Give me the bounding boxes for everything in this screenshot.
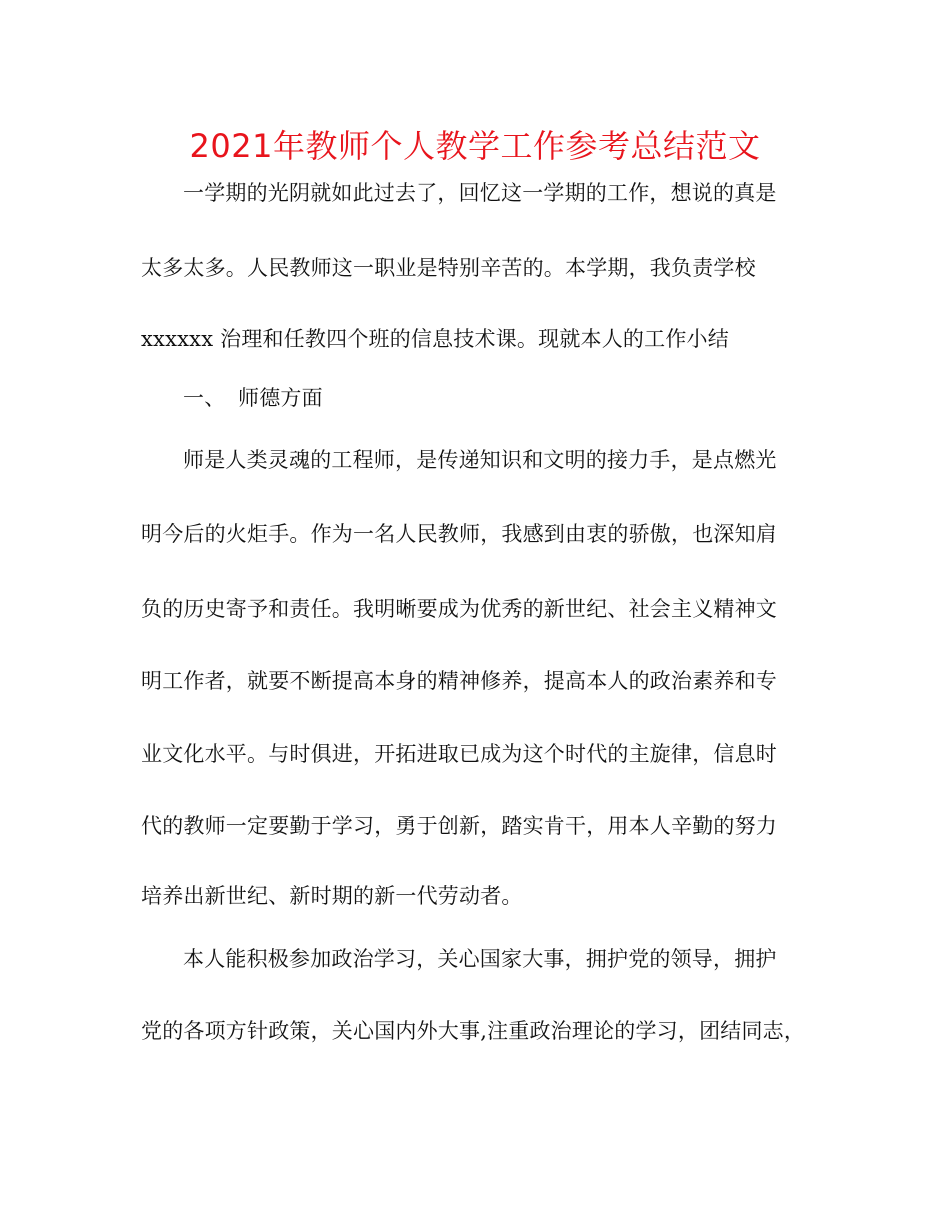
- paragraph-line: xxxxxx 治理和任教四个班的信息技术课。现就本人的工作小结: [141, 327, 729, 351]
- paragraph-line: 太多太多。人民教师这一职业是特别辛苦的。本学期，我负责学校: [141, 256, 756, 280]
- document-title: 2021年教师个人教学工作参考总结范文: [189, 127, 761, 165]
- section-title: 师德方面: [238, 386, 323, 410]
- paragraph-line: 党的各项方针政策，关心国内外大事,注重政治理论的学习，团结同志，: [141, 1019, 806, 1043]
- paragraph-line: 负的历史寄予和责任。我明晰要成为优秀的新世纪、社会主义精神文: [141, 597, 777, 621]
- paragraph-line: 本人能积极参加政治学习，关心国家大事，拥护党的领导，拥护: [183, 947, 777, 971]
- paragraph-line: 明工作者，就要不断提高本身的精神修养，提高本人的政治素养和专: [141, 669, 777, 693]
- paragraph-line: 代的教师一定要勤于学习，勇于创新，踏实肯干，用本人辛勤的努力: [141, 814, 777, 838]
- paragraph-line: 业文化水平。与时俱进，开拓进取已成为这个时代的主旋律，信息时: [141, 742, 777, 766]
- paragraph-line: 师是人类灵魂的工程师，是传递知识和文明的接力手，是点燃光: [183, 448, 777, 472]
- section-heading: [183, 383, 323, 413]
- paragraph-line: 明今后的火炬手。作为一名人民教师，我感到由衷的骄傲，也深知肩: [141, 522, 777, 546]
- section-number: 一、: [183, 386, 226, 410]
- paragraph-line: 一学期的光阴就如此过去了，回忆这一学期的工作，想说的真是: [183, 181, 777, 205]
- paragraph-line: 培养出新世纪、新时期的新一代劳动者。: [141, 884, 523, 908]
